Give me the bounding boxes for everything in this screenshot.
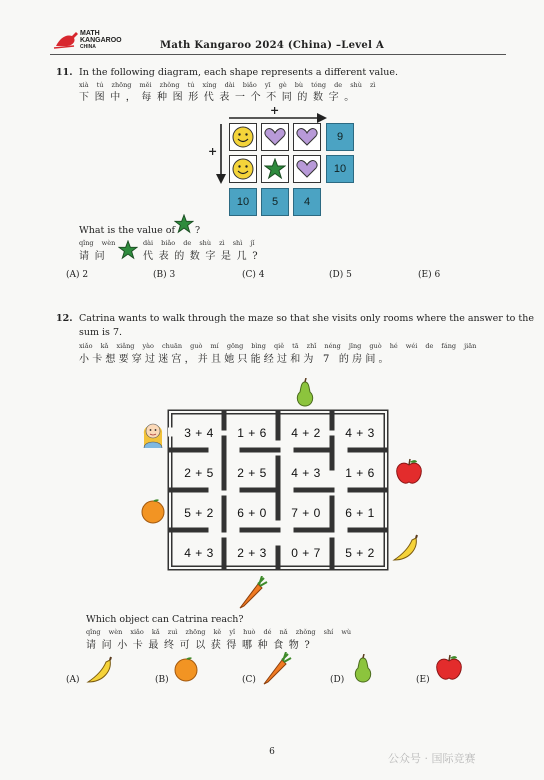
question-11-pinyin: xià tú zhōng měi zhǒng tú xíng dài biǎo yī gè bù tóng de shù zì [79, 81, 376, 89]
question-11-pinyin-2b: dài biǎo de shù zì shì jǐ [143, 239, 255, 247]
question-11-hanzi: 下图中，每种图形代表一个不同的数字。 [79, 92, 360, 103]
heart-icon [264, 127, 286, 147]
column-sum-1: 10 [229, 188, 257, 216]
pear-icon[interactable] [349, 654, 377, 684]
maze-room: 5 + 2 [184, 506, 214, 520]
carrot-icon [236, 576, 268, 610]
answer-choice-e-label[interactable]: (E) [416, 675, 430, 685]
answer-choice-e[interactable]: (E) 6 [418, 270, 441, 280]
answer-choice-c-label[interactable]: (C) [242, 675, 256, 685]
question-12-hanzi: 小卡想要穿过迷宫，并且她只能经过和为 7 的房间。 [79, 354, 392, 365]
column-sum-3: 4 [293, 188, 321, 216]
orange-icon[interactable] [173, 656, 199, 682]
question-12-prompt: Which object can Catrina reach? [86, 614, 244, 625]
star-icon [174, 214, 194, 234]
question-11-prompt: What is the value of [79, 225, 175, 236]
column-sum-2: 5 [261, 188, 289, 216]
maze-room: 2 + 3 [237, 546, 267, 560]
question-11-hanzi-2b: 代表的数字是几? [143, 251, 264, 262]
question-12-pinyin: xiǎo kǎ xiǎng yào chuān guò mí gōng bìng qiě tā zhǐ néng jīng guò hé wéi de fáng jiān [79, 342, 477, 350]
star-icon [118, 240, 138, 260]
smiley-icon [232, 158, 254, 180]
apple-icon [394, 458, 424, 486]
answer-choice-d[interactable]: (D) 5 [329, 270, 352, 280]
question-11-pinyin-2a: qǐng wèn [79, 239, 116, 247]
maze-room: 4 + 3 [345, 426, 375, 440]
question-11-number: 11. [56, 67, 73, 78]
answer-choice-b[interactable]: (B) 3 [153, 270, 176, 280]
maze-room: 4 + 3 [184, 546, 214, 560]
maze-room: 4 + 2 [291, 426, 321, 440]
maze-room: 6 + 0 [237, 506, 267, 520]
answer-choice-b-label[interactable]: (B) [155, 675, 169, 685]
apple-icon[interactable] [434, 654, 464, 682]
maze-room: 2 + 5 [184, 466, 214, 480]
watermark: 公众号 · 国际竞赛 [388, 752, 476, 765]
maze-room: 0 + 7 [291, 546, 321, 560]
maze-room: 6 + 1 [345, 506, 375, 520]
grid-cell-star [261, 155, 289, 183]
question-12-number: 12. [56, 313, 73, 324]
star-icon [264, 158, 286, 180]
maze-room: 7 + 0 [291, 506, 321, 520]
row-plus-label: + [208, 145, 218, 158]
carrot-icon[interactable] [260, 652, 292, 686]
grid-cell-heart [261, 123, 289, 151]
girl-icon [140, 418, 166, 448]
maze-room: 4 + 3 [291, 466, 321, 480]
maze-room: 5 + 2 [345, 546, 375, 560]
banana-icon[interactable] [84, 656, 114, 686]
maze-room: 3 + 4 [184, 426, 214, 440]
maze-room: 1 + 6 [237, 426, 267, 440]
question-12-pinyin-2: qǐng wèn xiǎo kǎ zuì zhōng kě yǐ huò dé nǎ zhǒng shí wù [86, 628, 352, 636]
logo-text: MATH KANGAROO CHINA [80, 30, 122, 50]
heart-icon [296, 159, 318, 179]
pear-icon [291, 378, 319, 408]
grid-cell-smiley [229, 155, 257, 183]
answer-choice-a-label[interactable]: (A) [66, 675, 80, 685]
row-sum-2: 10 [326, 155, 354, 183]
page-header-title: Math Kangaroo 2024 (China) –Level A [159, 40, 385, 51]
question-11-mark: ? [195, 225, 201, 236]
page-number: 6 [269, 747, 275, 757]
grid-cell-heart [293, 155, 321, 183]
maze-room: 2 + 5 [237, 466, 267, 480]
question-12-text-1: Catrina wants to walk through the maze so that she visits only rooms where the answer to the [79, 313, 534, 324]
row-sum-1: 9 [326, 123, 354, 151]
header-divider [50, 54, 506, 55]
smiley-icon [232, 126, 254, 148]
maze-room: 1 + 6 [345, 466, 375, 480]
banana-icon [390, 534, 420, 564]
answer-choice-d-label[interactable]: (D) [330, 675, 345, 685]
grid-cell-smiley [229, 123, 257, 151]
grid-cell-heart [293, 123, 321, 151]
heart-icon [296, 127, 318, 147]
column-plus-label: + [270, 104, 280, 117]
question-11-text: In the following diagram, each shape represents a different value. [79, 67, 398, 78]
question-12-text-2: sum is 7. [79, 327, 123, 338]
question-11-hanzi-2a: 请问 [79, 251, 111, 262]
answer-choice-c[interactable]: (C) 4 [242, 270, 265, 280]
question-12-hanzi-2: 请问小卡最终可以获得哪种食物? [86, 640, 316, 651]
answer-choice-a[interactable]: (A) 2 [66, 270, 89, 280]
orange-icon [140, 498, 166, 524]
